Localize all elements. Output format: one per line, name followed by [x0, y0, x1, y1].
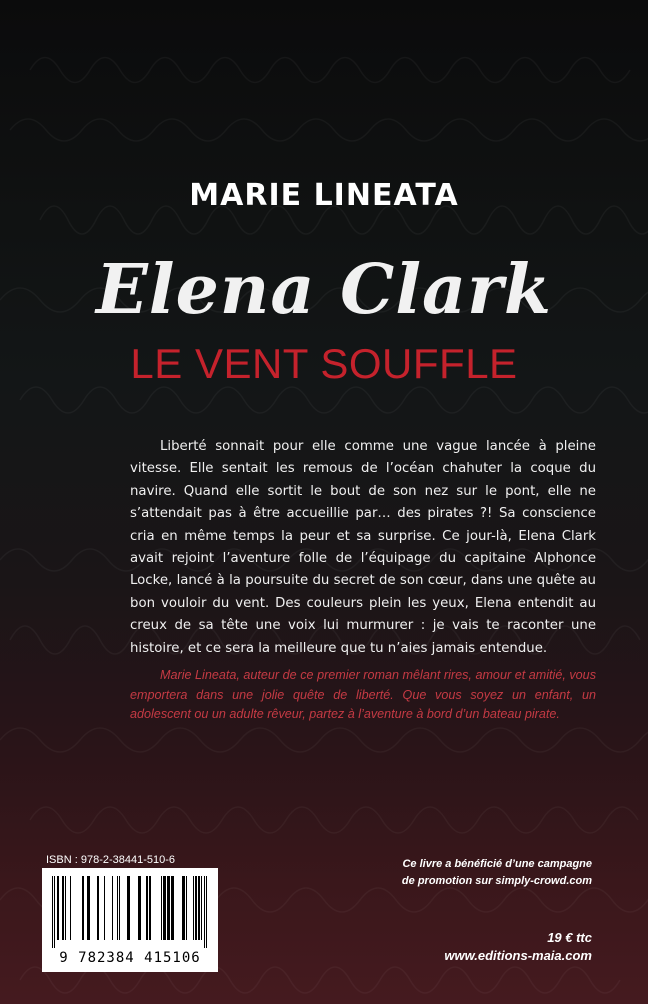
campaign-line-2: de promotion sur simply-crowd.com [401, 875, 592, 887]
book-subtitle: LE VENT SOUFFLE [130, 340, 518, 387]
author-name: MARIE LINEATA [189, 178, 459, 213]
book-blurb: Liberté sonnait pour elle comme une vague lancée à pleine vitesse. Elle sentait les remous de l’océan chahuter la coque du navire. Quand elle sortit le bout de son nez sur le pont, elle ne s’attendait pas à être accueillie par… des pirates ?! Sa conscience cria en même temps la peur et sa surprise. Ce jour-là, Elena Clark avait rejoint l’aventure folle de l’équipage du capitaine Alphonce Locke, lancé à la poursuite du secret de son cœur, dans une quête au bon vouloir du vent. Des couleurs plein les yeux, Elena entendit au creux de sa tête une voix lui murmurer : je vais te raconter une histoire, et ce sera la meilleure que tu n’aies jamais entendue. [130, 439, 596, 656]
barcode-digits: 9 782384 415106 [59, 950, 201, 966]
barcode-bars [50, 876, 210, 948]
book-title: Elena Clark [95, 250, 553, 330]
campaign-notice [332, 856, 592, 890]
author-bio: Marie Lineata, auteur de ce premier roman mêlant rires, amour et amitié, vous emportera dans une jolie quête de liberté. Que vous soyez un enfant, un adolescent ou un adulte rêveur, partez à l’aventure à bord d’un bateau pirate. [130, 668, 596, 721]
isbn-label: ISBN : 978-2-38441-510-6 [46, 854, 176, 866]
campaign-line-1: Ce livre a bénéficié d’une campagne [402, 858, 592, 870]
barcode [42, 868, 218, 972]
price: 19 € ttc [547, 930, 592, 945]
publisher-website[interactable]: www.editions-maia.com [444, 948, 592, 963]
